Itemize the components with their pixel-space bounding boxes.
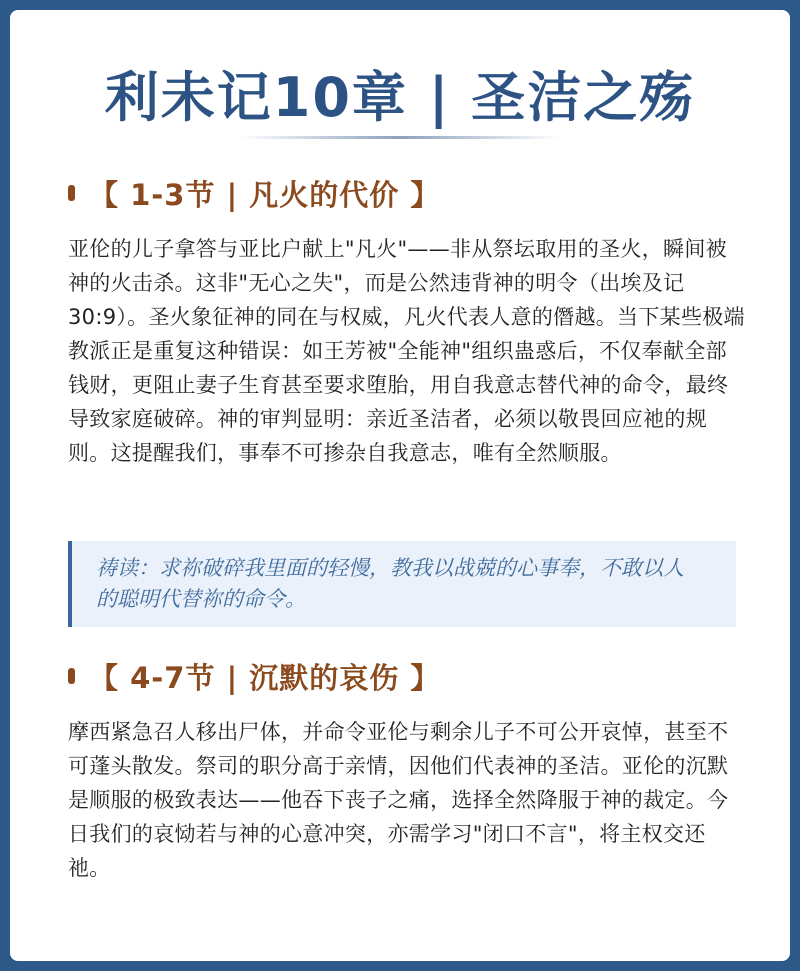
- heading-marker-icon: [68, 668, 75, 684]
- title-divider: [240, 136, 560, 139]
- heading-marker-icon: [68, 185, 75, 201]
- section-heading-text: 【 4-7节 | 沉默的哀伤 】: [89, 660, 441, 695]
- page-title: 利未记10章 | 圣洁之殇: [104, 66, 696, 129]
- prayer-text: 祷读：求祢破碎我里面的轻慢，教我以战兢的心事奉，不敢以人的聪明代替祢的命令。: [96, 556, 684, 611]
- section-heading-text: 【 1-3节 | 凡火的代价 】: [89, 177, 441, 212]
- article-card: [10, 10, 790, 961]
- section-heading-4-7: [68, 656, 440, 696]
- prayer-callout: [68, 541, 736, 627]
- section-body-4-7: 摩西紧急召人移出尸体，并命令亚伦与剩余儿子不可公开哀悼，甚至不可蓬头散发。祭司的职分高于亲情，因他们代表神的圣洁。亚伦的沉默是顺服的极致表达——他吞下丧子之痛，选择全然降服于神的裁定。今日我们的哀恸若与神的心意冲突，亦需学习"闭口不言"，将主权交还祂。: [68, 720, 729, 880]
- section-body-1-3: 亚伦的儿子拿答与亚比户献上"凡火"——非从祭坛取用的圣火，瞬间被神的火击杀。这非"无心之失"，而是公然违背神的明令（出埃及记30:9）。圣火象征神的同在与权威，凡火代表人意的僭越。当下某些极端教派正是重复这种错误：如王芳被"全能神"组织蛊惑后，不仅奉献全部钱财，更阻止妻子生育甚至要求堕胎，用自我意志替代神的命令，最终导致家庭破碎。神的审判显明：亲近圣洁者，必须以敬畏回应祂的规则。这提醒我们，事奉不可掺杂自我意志，唯有全然顺服。: [68, 237, 745, 465]
- section-heading-1-3: [68, 173, 440, 213]
